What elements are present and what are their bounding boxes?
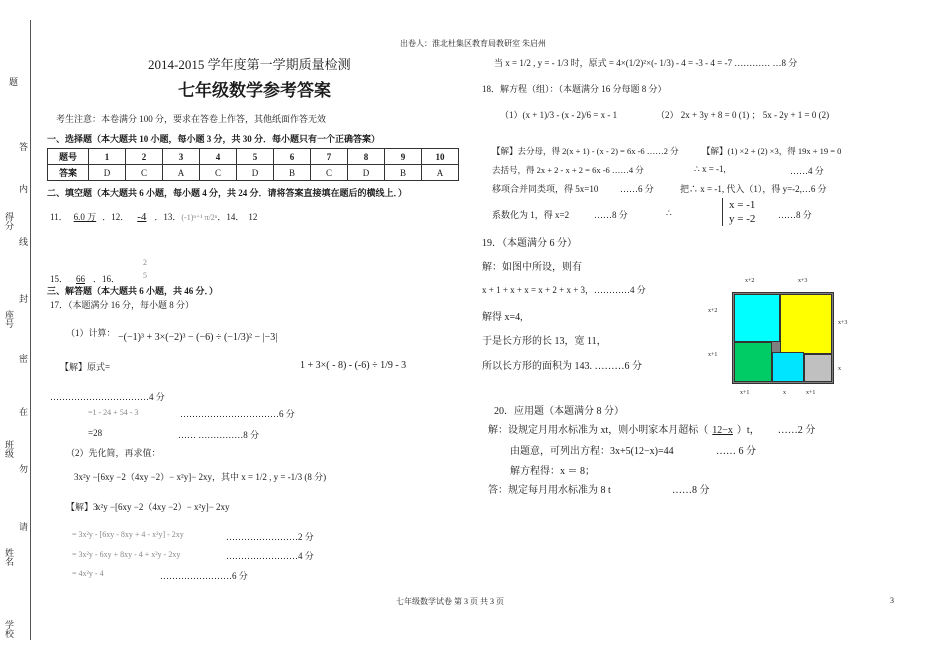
table-row-label: 答案	[48, 165, 89, 181]
answer-table	[47, 148, 459, 181]
q20-line4-score: ……8 分	[672, 485, 710, 496]
q17-part2-label: （2）先化简，再求值：	[66, 448, 161, 458]
margin-char: 密	[19, 354, 29, 364]
q18-sol-e: 移项合并同类项，得 5x=10	[492, 184, 599, 194]
q18-sol-b: 【解】(1) ×2 + (2) ×3，得 19x + 19 = 0	[702, 146, 842, 156]
table-cell: 5	[237, 149, 274, 165]
q20-line1-tail: ）t，	[736, 425, 760, 436]
q11-label: 11．	[50, 212, 68, 222]
table-cell: 8	[348, 149, 385, 165]
table-cell: 7	[311, 149, 348, 165]
diagram-label: x+3	[798, 278, 808, 284]
q17-score8: …… ……………8 分	[178, 430, 260, 440]
margin-char: 学校	[4, 620, 14, 638]
page-footer: 七年级数学试卷 第 3 页 共 3 页	[396, 597, 504, 606]
table-cell: A	[422, 165, 459, 181]
diagram-label: x	[783, 390, 786, 396]
diagram-label: x+1	[806, 390, 816, 396]
margin-char: 线	[19, 237, 29, 247]
margin-char: 在	[19, 407, 29, 417]
q17-score6: ……………………………6 分	[180, 409, 295, 419]
q17-part1-label: （1）计算：	[66, 328, 116, 338]
q18-part2: （2） 2x + 3y + 8 = 0 (1) ； 5x - 2y + 1 = 0 (2)	[656, 110, 830, 120]
table-cell: A	[163, 165, 200, 181]
q20-line2-score: …… 6 分	[716, 446, 756, 457]
table-cell: 3	[163, 149, 200, 165]
square-green	[734, 342, 772, 382]
table-cell: 4	[200, 149, 237, 165]
margin-char: 得分	[4, 212, 14, 230]
margin-char: 封	[19, 294, 29, 304]
q17-title: 17．（本题满分 16 分，每小题 8 分）	[50, 300, 195, 310]
q18-sol-a: 【解】去分母，得 2(x + 1) - (x - 2) = 6x -6 ……2 分	[492, 146, 679, 156]
diagram-label: x+2	[745, 278, 755, 284]
q17-part2-expr: 3x²y −[6xy −2（4xy −2）− x²y]− 2xy，其中 x = 1/2 , y = -1/3 (8 分)	[74, 472, 327, 482]
q14-answer: 12	[248, 212, 258, 222]
q17-sol-expr: 1 + 3×( - 8) - (-6) ÷ 1/9 - 3	[300, 360, 407, 371]
q19-line1: 解：如图中所设，则有	[482, 262, 582, 273]
q20-line1-text: 解：设规定月用水标准为 xt，则小明家本月超标（	[488, 425, 709, 436]
diagram-label: x+2	[708, 308, 718, 314]
q16-numerator: 2	[143, 258, 147, 267]
margin-char: 勿	[19, 464, 29, 474]
margin-char: 座号	[4, 310, 14, 328]
q18-sol-h-score: ……8 分	[778, 210, 812, 220]
page-number: 3	[890, 596, 894, 605]
q18-part1: （1）(x + 1)/3 - (x - 2)/6 = x - 1	[500, 110, 618, 120]
q12-label: ．12．	[102, 212, 130, 222]
table-cell: 1	[89, 149, 126, 165]
q18-sol-f: 把∴ x = -1, 代入（1），得 y=-2,…6 分	[680, 184, 827, 194]
q17-sol2-expr: x²y −[6xy −2（4xy −2）− x²y]− 2xy	[96, 502, 230, 512]
q16-label: ．16．	[93, 274, 121, 284]
margin-char: 答	[19, 142, 29, 152]
q17-step3: = 4x²y - 4	[72, 569, 104, 578]
author-line: 出卷人：淮北杜集区教育局教研室 朱启州	[400, 39, 546, 48]
table-cell: C	[200, 165, 237, 181]
table-cell: B	[274, 165, 311, 181]
q19-line3: 解得 x=4,	[482, 312, 523, 323]
table-cell: 2	[126, 149, 163, 165]
q17-final: 当 x = 1/2 , y = - 1/3 时，原式 = 4×(1/2)²×(- 1/3) - 4 = -3 - 4 = -7 ………… …8 分	[494, 58, 798, 68]
q17-step2-score: ……………………4 分	[226, 551, 314, 561]
table-cell: D	[89, 165, 126, 181]
q20-line4: 答：规定每月用水标准为 8 t	[488, 485, 611, 496]
q13-answer: (-1)ⁿ⁺¹ π/2ⁿ	[181, 213, 218, 222]
square-cyan-small	[772, 352, 804, 382]
q20-blank: 12−x	[712, 425, 733, 436]
square-yellow	[780, 294, 832, 354]
q19-line2: x + 1 + x + x = x + 2 + x + 3，…………4 分	[482, 285, 646, 295]
q17-line3: =28	[88, 428, 103, 438]
q17-score4: ……………………………4 分	[50, 392, 165, 402]
table-cell: C	[311, 165, 348, 181]
q13-label: ．13．	[154, 212, 182, 222]
margin-char: 题	[9, 77, 19, 87]
q18-sol-g: 系数化为 1，得 x=2	[492, 210, 570, 220]
q18-sol-g-score: ……8 分	[594, 210, 628, 220]
square-cyan	[734, 294, 780, 342]
q20-line2: 由题意，可列出方程：3x+5(12−x)=44	[510, 446, 674, 457]
margin-char: 班级	[4, 440, 14, 458]
table-header-label: 题号	[48, 149, 89, 165]
q17-step1-score: ……………………2 分	[226, 532, 314, 542]
section1-heading: 一、选择题（本大题共 10 小题，每小题 3 分，共 30 分．每小题只有一个正确答案）	[47, 134, 381, 144]
q18-sol-d-score: ……4 分	[790, 166, 824, 176]
q12-answer: -4	[137, 211, 147, 223]
q18-sol-h: ∴	[666, 208, 672, 218]
q15-answer: 66	[76, 274, 86, 284]
q17-step3-score: ……………………6 分	[160, 571, 248, 581]
margin-char: 姓名	[4, 548, 14, 566]
table-cell: C	[126, 165, 163, 181]
q17-part1-expr: −(−1)³ + 3×(−2)³ − (−6) ÷ (−1/3)² − |−3|	[118, 332, 278, 343]
exam-title: 2014-2015 学年度第一学期质量检测	[148, 57, 351, 72]
square-gray	[804, 354, 832, 382]
table-cell: 9	[385, 149, 422, 165]
section2-heading: 二、填空题（本大题共 6 小题，每小题 4 分，共 24 分．请将答案直接填在题后的横线上．）	[47, 188, 408, 198]
q18-sol-sys1: x = -1	[729, 199, 756, 211]
diagram-label: x	[838, 366, 841, 372]
q17-step1: = 3x²y - [6xy - 8xy + 4 - x²y] - 2xy	[72, 530, 184, 539]
q17-line2: =1 - 24 + 54 - 3	[88, 408, 139, 417]
table-cell: D	[237, 165, 274, 181]
q17-sol-label: 【解】原式=	[60, 362, 111, 372]
q18-sol-system	[722, 198, 755, 226]
q20-line1	[488, 421, 815, 436]
diagram-label: x+3	[838, 320, 848, 326]
margin-char: 内	[19, 184, 29, 194]
q14-label: ．14．	[217, 212, 245, 222]
notice: 考生注意：本卷满分 100 分，要求在答卷上作答，其他纸面作答无效	[56, 114, 327, 124]
margin-char: 请	[19, 522, 29, 532]
q19-line4: 于是长方形的长 13，宽 11，	[482, 336, 607, 347]
table-cell: D	[348, 165, 385, 181]
section3-heading: 三、解答题（本大题共 6 小题，共 46 分．）	[47, 286, 219, 296]
table-cell: 10	[422, 149, 459, 165]
q18-sol-sys2: y = -2	[729, 213, 756, 225]
q18-sol-d: ∴ x = -1,	[694, 164, 726, 174]
q20-line1-score: ……2 分	[777, 425, 816, 436]
fill-line-1	[50, 210, 257, 223]
q17-step2: = 3x²y - 6xy + 8xy - 4 + x²y - 2xy	[72, 550, 181, 559]
table-cell: 6	[274, 149, 311, 165]
q19-title: 19．（本题满分 6 分）	[482, 238, 577, 249]
q11-answer: 6.0 万	[73, 212, 97, 222]
q18-title: 18．解方程（组）：（本题满分 16 分每题 8 分）	[482, 84, 667, 94]
q20-title: 20．应用题（本题满分 8 分）	[494, 406, 624, 417]
q18-sol-e-score: ……6 分	[620, 184, 654, 194]
q18-sol-c: 去括号，得 2x + 2 - x + 2 = 6x -6 ……4 分	[492, 165, 644, 175]
diagram-label: x+1	[708, 352, 718, 358]
q20-line3: 解方程得：x ＝ 8；	[510, 466, 595, 477]
binding-line	[30, 20, 31, 640]
q17-sol2-label: 【解】3	[66, 502, 98, 512]
q19-line5: 所以长方形的面积为 143. ………6 分	[482, 361, 642, 372]
diagram-label: x+1	[740, 390, 750, 396]
table-cell: B	[385, 165, 422, 181]
q15-label: 15．	[50, 274, 69, 284]
q16-denominator: 5	[143, 271, 147, 280]
answer-title: 七年级数学参考答案	[178, 81, 331, 100]
